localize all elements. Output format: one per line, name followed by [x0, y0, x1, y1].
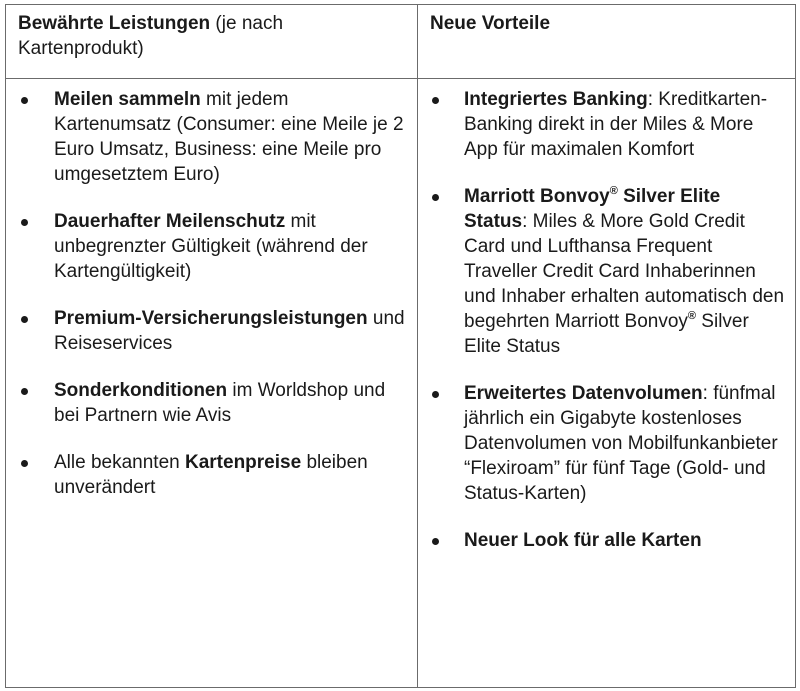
item-bold: Kartenpreise: [185, 452, 302, 473]
item-text: mit unbegrenzter Gültigkeit (während der Kartengültigkeit): [54, 211, 368, 282]
bullet-icon: [21, 460, 28, 467]
item-text: : fünfmal jährlich ein Gigabyte kostenloses Datenvolumen von Mobilfunkanbieter “Flexiroam” für fünf Tage (Gold- und Status-Karten): [464, 383, 778, 504]
list-item: [6, 306, 407, 356]
list-item: [418, 528, 785, 553]
item-bold-part-b: Silver Elite Status: [464, 186, 721, 232]
proven-benefits-cell: [6, 79, 418, 688]
bullet-icon: [432, 194, 439, 201]
item-text-end: Silver Elite Status: [464, 311, 749, 357]
table-header-row: [6, 5, 796, 79]
bullet-icon: [21, 388, 28, 395]
registered-mark: ®: [609, 185, 618, 197]
list-item: [6, 378, 407, 428]
item-text: : Miles & More Gold Credit Card und Lufthansa Frequent Traveller Credit Card Inhaberinnen und Inhaber erhalten automatisch den begehrten Marriott Bonvoy: [464, 211, 785, 332]
new-benefits-cell: [418, 79, 796, 688]
list-item: [418, 381, 785, 506]
item-bold: Premium-Versicherungsleistungen: [54, 308, 368, 329]
list-item: [6, 209, 407, 284]
bullet-icon: [432, 97, 439, 104]
list-item: [418, 87, 785, 162]
comparison-table: [5, 4, 796, 688]
item-text: im Worldshop und bei Partnern wie Avis: [54, 380, 386, 426]
item-text-pre: Alle bekannten: [54, 452, 185, 473]
item-text: und Reiseservices: [54, 308, 405, 354]
proven-benefits-list: [6, 87, 407, 500]
registered-mark: ®: [687, 310, 697, 322]
header-proven-benefits-bold: Bewährte Leistungen: [18, 13, 211, 34]
item-bold: Sonderkonditionen: [54, 380, 228, 401]
header-new-benefits: [418, 5, 796, 79]
header-proven-benefits: [6, 5, 418, 79]
header-new-benefits-label: Neue Vorteile: [430, 13, 551, 34]
item-bold: Integriertes Banking: [464, 89, 648, 110]
list-item: [6, 450, 407, 500]
bullet-icon: [21, 219, 28, 226]
list-item: [418, 184, 785, 359]
item-bold: Neuer Look für alle Karten: [464, 530, 702, 551]
header-proven-benefits-note: (je nach Kartenprodukt): [18, 13, 284, 59]
item-bold: Dauerhafter Meilenschutz: [54, 211, 286, 232]
bullet-icon: [432, 538, 439, 545]
list-item: [6, 87, 407, 187]
item-text: mit jedem Kartenumsatz (Consumer: eine Meile je 2 Euro Umsatz, Business: eine Meile pro umgesetztem Euro): [54, 89, 404, 185]
item-bold: Meilen sammeln: [54, 89, 201, 110]
table-body-row: [6, 79, 796, 688]
item-text: : Kreditkarten-Banking direkt in der Miles & More App für maximalen Komfort: [464, 89, 768, 160]
item-bold-part-a: Marriott Bonvoy: [464, 186, 610, 207]
bullet-icon: [21, 97, 28, 104]
bullet-icon: [432, 391, 439, 398]
item-bold: Erweitertes Datenvolumen: [464, 383, 703, 404]
bullet-icon: [21, 316, 28, 323]
new-benefits-list: [418, 87, 785, 553]
item-text: bleiben unverändert: [54, 452, 368, 498]
